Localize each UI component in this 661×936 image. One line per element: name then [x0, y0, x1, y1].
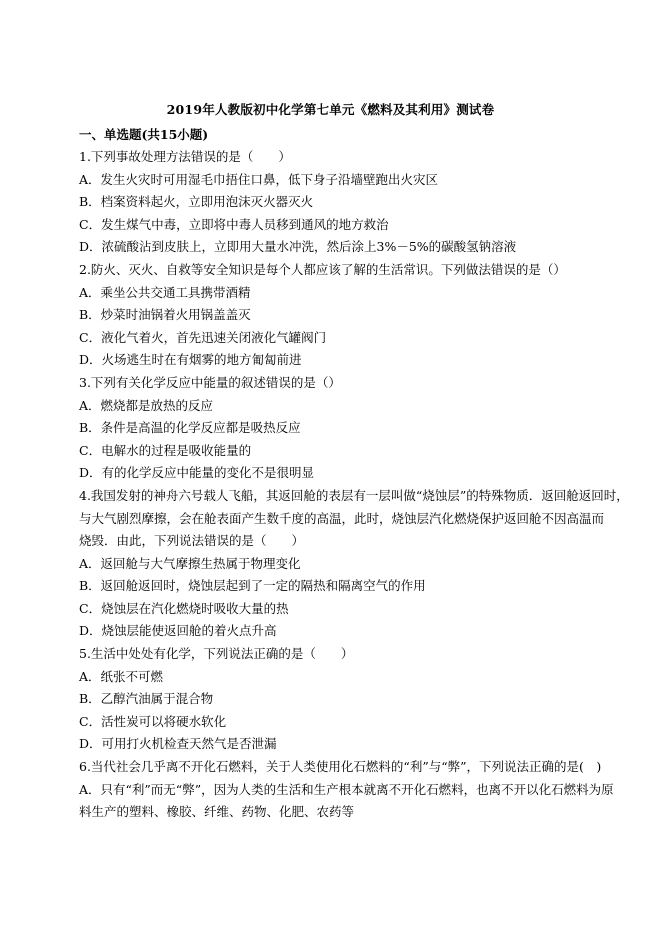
question-3-option-c: C．电解水的过程是吸收能量的 — [79, 442, 252, 458]
section-heading: 一、单选题(共15小题) — [79, 127, 209, 142]
question-3-option-a: A．燃烧都是放热的反应 — [79, 397, 214, 413]
question-6-stem: 6.当代社会几乎离不开化石燃料，关于人类使用化石燃料的“利”与“弊”，下列说法正确的是( ) — [79, 759, 602, 775]
question-5-option-b: B．乙醇汽油属于混合物 — [79, 691, 214, 707]
question-list — [79, 146, 629, 824]
question-4-stem-line-2: 与大气剧烈摩擦，会在舱表面产生数千度的高温，此时，烧蚀层汽化燃烧保护返回舱不因高温而 — [79, 510, 605, 526]
question-1-option-d: D．浓硫酸沾到皮肤上，立即用大量水冲洗，然后涂上3%－5%的碳酸氢钠溶液 — [79, 239, 517, 255]
question-6-option-a-line-2: 料生产的塑料、橡胶、纤维、药物、化肥、农药等 — [79, 804, 355, 820]
question-5-stem: 5.生活中处处有化学，下列说法正确的是（ ） — [79, 646, 354, 662]
question-2-option-b: B．炒菜时油锅着火用锅盖盖灭 — [79, 307, 251, 323]
question-4-option-b: B．返回舱返回时，烧蚀层起到了一定的隔热和隔离空气的作用 — [79, 578, 426, 594]
question-2-stem: 2.防火、灭火、自救等安全知识是每个人都应该了解的生活常识。下列做法错误的是（） — [79, 261, 566, 277]
question-4-stem-line-1: 4.我国发射的神舟六号载人飞船，其返回舱的表层有一层叫做“烧蚀层”的特殊物质．返回舱返回时， — [79, 487, 629, 503]
question-1-option-b: B．档案资料起火，立即用泡沫灭火器灭火 — [79, 194, 314, 210]
question-2-option-a: A．乘坐公共交通工具携带酒精 — [79, 284, 251, 300]
question-2-option-d: D．火场逃生时在有烟雾的地方匍匐前进 — [79, 352, 302, 368]
question-1-stem: 1.下列事故处理方法错误的是（ ） — [79, 149, 291, 164]
question-5-option-d: D．可用打火机检查天然气是否泄漏 — [79, 736, 277, 752]
document-title: 2019年人教版初中化学第七单元《燃料及其利用》测试卷 — [166, 102, 495, 117]
question-4-stem-line-3: 烧毁．由此，下列说法错误的是（ ） — [79, 533, 305, 549]
question-4-option-d: D．烧蚀层能使返回舱的着火点升高 — [79, 623, 277, 639]
question-3-stem: 3.下列有关化学反应中能量的叙述错误的是（） — [79, 374, 341, 390]
question-5-option-c: C．活性炭可以将硬水软化 — [79, 713, 227, 729]
question-4-option-c: C．烧蚀层在汽化燃烧时吸收大量的热 — [79, 600, 289, 616]
question-5-option-a: A．纸张不可燃 — [79, 668, 164, 684]
question-4-option-a: A．返回舱与大气摩擦生热属于物理变化 — [79, 555, 301, 571]
question-1-option-c: C．发生煤气中毒，立即将中毒人员移到通风的地方救治 — [79, 216, 389, 232]
question-1-option-a: A．发生火灾时可用湿毛巾捂住口鼻，低下身子沿墙壁跑出火灾区 — [79, 171, 439, 187]
question-2-option-c: C．液化气着火，首先迅速关闭液化气罐阀门 — [79, 329, 327, 345]
question-3-option-b: B．条件是高温的化学反应都是吸热反应 — [79, 420, 301, 436]
question-3-option-d: D．有的化学反应中能量的变化不是很明显 — [79, 465, 315, 481]
question-6-option-a-line-1: A．只有“利”而无“弊”，因为人类的生活和生产根本就离不开化石燃料，也离不开以化石燃料为原 — [79, 781, 614, 797]
